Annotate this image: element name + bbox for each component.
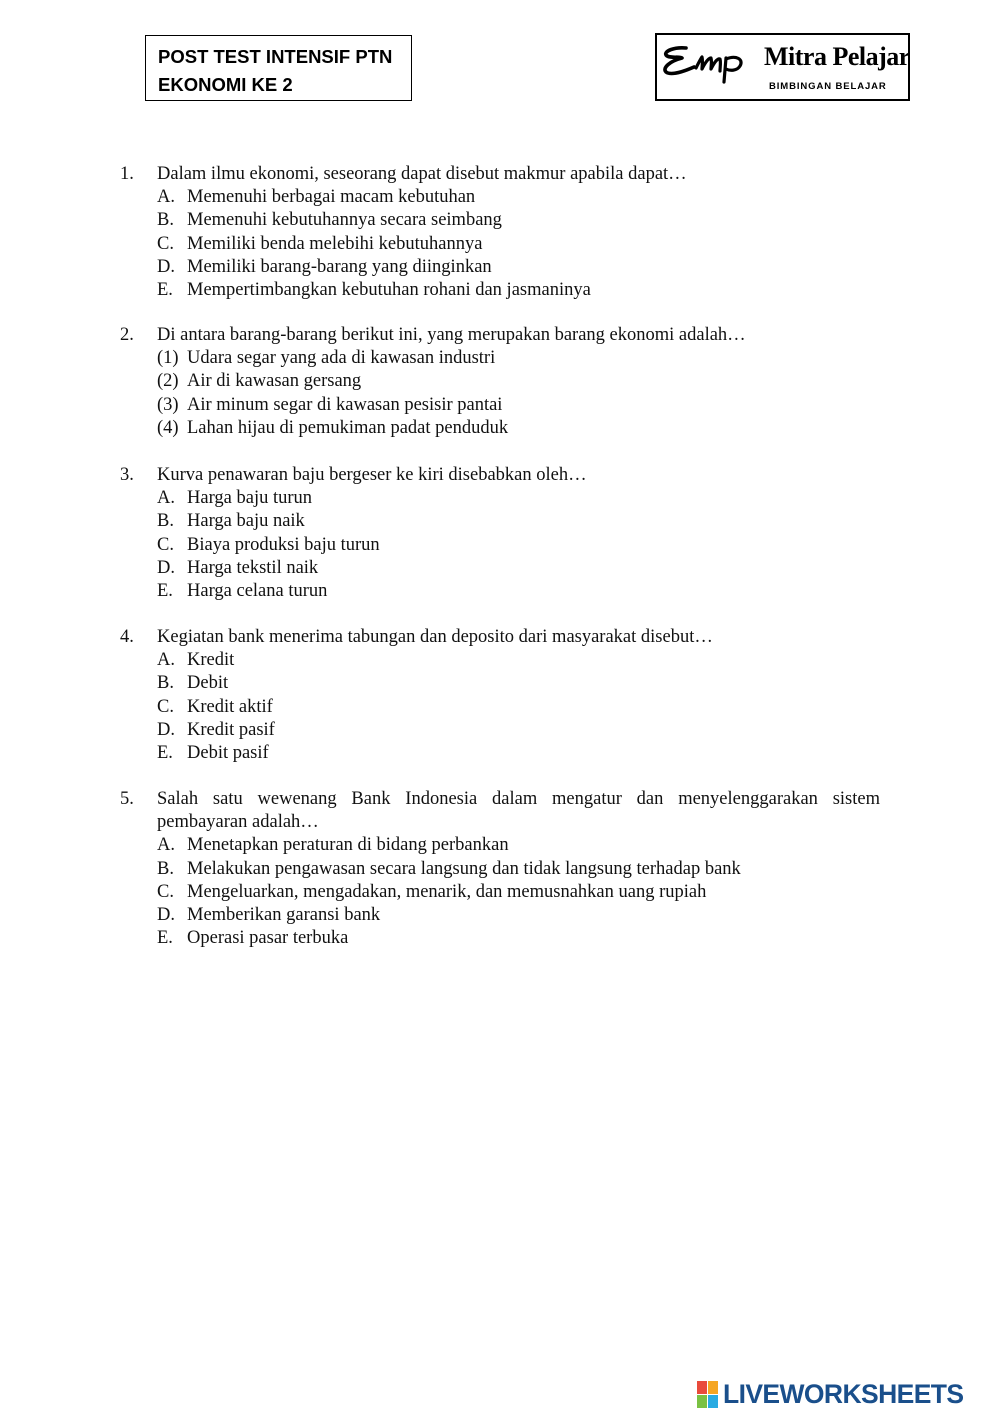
answer-options bbox=[120, 186, 880, 302]
option-text: Memenuhi berbagai macam kebutuhan bbox=[187, 187, 476, 208]
answer-option bbox=[120, 904, 880, 927]
option-label: B. bbox=[157, 858, 174, 879]
statement-item bbox=[120, 417, 880, 440]
statement-list bbox=[120, 347, 880, 440]
answer-option bbox=[120, 719, 880, 742]
question-stem bbox=[120, 464, 880, 487]
test-title-line2: EKONOMI KE 2 bbox=[158, 74, 293, 95]
statement-label: (3) bbox=[157, 394, 179, 415]
option-text: Melakukan pengawasan secara langsung dan tidak langsung terhadap bank bbox=[187, 858, 741, 879]
option-text: Biaya produksi baju turun bbox=[187, 534, 380, 555]
answer-option bbox=[120, 858, 880, 881]
option-label: D. bbox=[157, 719, 175, 740]
statement-label: (2) bbox=[157, 371, 179, 392]
test-title-box bbox=[145, 35, 412, 101]
option-text: Memenuhi kebutuhannya secara seimbang bbox=[187, 210, 502, 231]
statement-label: (4) bbox=[157, 417, 179, 438]
answer-option bbox=[120, 672, 880, 695]
answer-option bbox=[120, 557, 880, 580]
option-text: Memiliki barang-barang yang diinginkan bbox=[187, 256, 492, 277]
option-label: E. bbox=[157, 928, 173, 949]
option-label: A. bbox=[157, 187, 175, 208]
statement-label: (1) bbox=[157, 348, 179, 369]
logo-block-icon bbox=[697, 1381, 707, 1394]
option-text: Operasi pasar terbuka bbox=[187, 928, 349, 949]
logo-block-icon bbox=[697, 1395, 707, 1408]
answer-options bbox=[120, 649, 880, 765]
liveworksheets-watermark bbox=[697, 1379, 963, 1409]
answer-option bbox=[120, 233, 880, 256]
answer-option bbox=[120, 696, 880, 719]
question-text: Kurva penawaran baju bergeser ke kiri disebabkan oleh… bbox=[157, 465, 587, 485]
answer-options bbox=[120, 487, 880, 603]
liveworksheets-logo-icon bbox=[697, 1381, 718, 1408]
answer-options bbox=[120, 834, 880, 950]
option-label: D. bbox=[157, 256, 175, 277]
answer-option bbox=[120, 256, 880, 279]
question-text: Dalam ilmu ekonomi, seseorang dapat disebut makmur apabila dapat… bbox=[157, 164, 687, 184]
option-text: Debit pasif bbox=[187, 743, 269, 764]
option-text: Memberikan garansi bank bbox=[187, 905, 381, 926]
logo-block-icon bbox=[708, 1395, 718, 1408]
question-text: Di antara barang-barang berikut ini, yang merupakan barang ekonomi adalah… bbox=[157, 325, 746, 345]
option-label: D. bbox=[157, 905, 175, 926]
question-5 bbox=[120, 788, 880, 950]
question-stem bbox=[120, 626, 880, 649]
mitra-pelajar-logo bbox=[655, 33, 910, 101]
option-text: Kredit bbox=[187, 650, 235, 671]
option-label: B. bbox=[157, 210, 174, 231]
answer-option bbox=[120, 834, 880, 857]
option-label: A. bbox=[157, 650, 175, 671]
answer-option bbox=[120, 881, 880, 904]
answer-option bbox=[120, 649, 880, 672]
statement-text: Lahan hijau di pemukiman padat penduduk bbox=[187, 417, 509, 438]
option-text: Kredit aktif bbox=[187, 696, 273, 717]
answer-option bbox=[120, 487, 880, 510]
option-text: Harga baju turun bbox=[187, 488, 313, 509]
option-label: C. bbox=[157, 881, 174, 902]
option-text: Harga celana turun bbox=[187, 581, 328, 602]
statement-item bbox=[120, 394, 880, 417]
answer-option bbox=[120, 534, 880, 557]
question-text: Kegiatan bank menerima tabungan dan deposito dari masyarakat disebut… bbox=[157, 627, 713, 647]
option-text: Kredit pasif bbox=[187, 719, 275, 740]
statement-item bbox=[120, 370, 880, 393]
option-text: Mengeluarkan, mengadakan, menarik, dan memusnahkan uang rupiah bbox=[187, 881, 707, 902]
question-number: 4. bbox=[120, 627, 134, 647]
option-text: Harga baju naik bbox=[187, 511, 305, 532]
question-stem bbox=[120, 163, 880, 186]
option-label: B. bbox=[157, 673, 174, 694]
logo-subtitle: BIMBINGAN BELAJAR bbox=[769, 81, 887, 92]
test-title-line1: POST TEST INTENSIF PTN bbox=[158, 46, 393, 67]
option-text: Mempertimbangkan kebutuhan rohani dan jasmaninya bbox=[187, 280, 591, 301]
question-stem bbox=[120, 324, 880, 347]
watermark-text: LIVEWORKSHEETS bbox=[723, 1378, 964, 1409]
question-number: 1. bbox=[120, 164, 134, 184]
question-3 bbox=[120, 464, 880, 603]
emp-signature-logo-icon bbox=[660, 44, 762, 84]
question-2 bbox=[120, 324, 880, 440]
option-text: Debit bbox=[187, 673, 229, 694]
option-label: C. bbox=[157, 534, 174, 555]
logo-brand-name: Mitra Pelajar bbox=[764, 42, 910, 71]
logo-block-icon bbox=[708, 1381, 718, 1394]
answer-option bbox=[120, 927, 880, 950]
answer-option bbox=[120, 580, 880, 603]
option-text: Memiliki benda melebihi kebutuhannya bbox=[187, 233, 483, 254]
answer-option bbox=[120, 186, 880, 209]
statement-item bbox=[120, 347, 880, 370]
option-text: Menetapkan peraturan di bidang perbankan bbox=[187, 835, 509, 856]
option-label: A. bbox=[157, 488, 175, 509]
option-label: C. bbox=[157, 696, 174, 717]
option-label: B. bbox=[157, 511, 174, 532]
statement-text: Udara segar yang ada di kawasan industri bbox=[187, 348, 496, 369]
question-number: 3. bbox=[120, 465, 134, 485]
question-text: Salah satu wewenang Bank Indonesia dalam mengatur dan menyelenggarakan sistem pembayaran adalah… bbox=[157, 789, 880, 833]
option-label: E. bbox=[157, 581, 173, 602]
question-number: 2. bbox=[120, 325, 134, 345]
question-4 bbox=[120, 626, 880, 765]
option-label: C. bbox=[157, 233, 174, 254]
option-text: Harga tekstil naik bbox=[187, 557, 319, 578]
question-1 bbox=[120, 163, 880, 302]
statement-text: Air minum segar di kawasan pesisir pantai bbox=[187, 394, 503, 415]
question-stem bbox=[120, 788, 880, 834]
answer-option bbox=[120, 209, 880, 232]
answer-option bbox=[120, 510, 880, 533]
option-label: A. bbox=[157, 835, 175, 856]
answer-option bbox=[120, 742, 880, 765]
answer-option bbox=[120, 279, 880, 302]
option-label: D. bbox=[157, 557, 175, 578]
statement-text: Air di kawasan gersang bbox=[187, 371, 362, 392]
question-number: 5. bbox=[120, 789, 134, 809]
option-label: E. bbox=[157, 743, 173, 764]
option-label: E. bbox=[157, 280, 173, 301]
